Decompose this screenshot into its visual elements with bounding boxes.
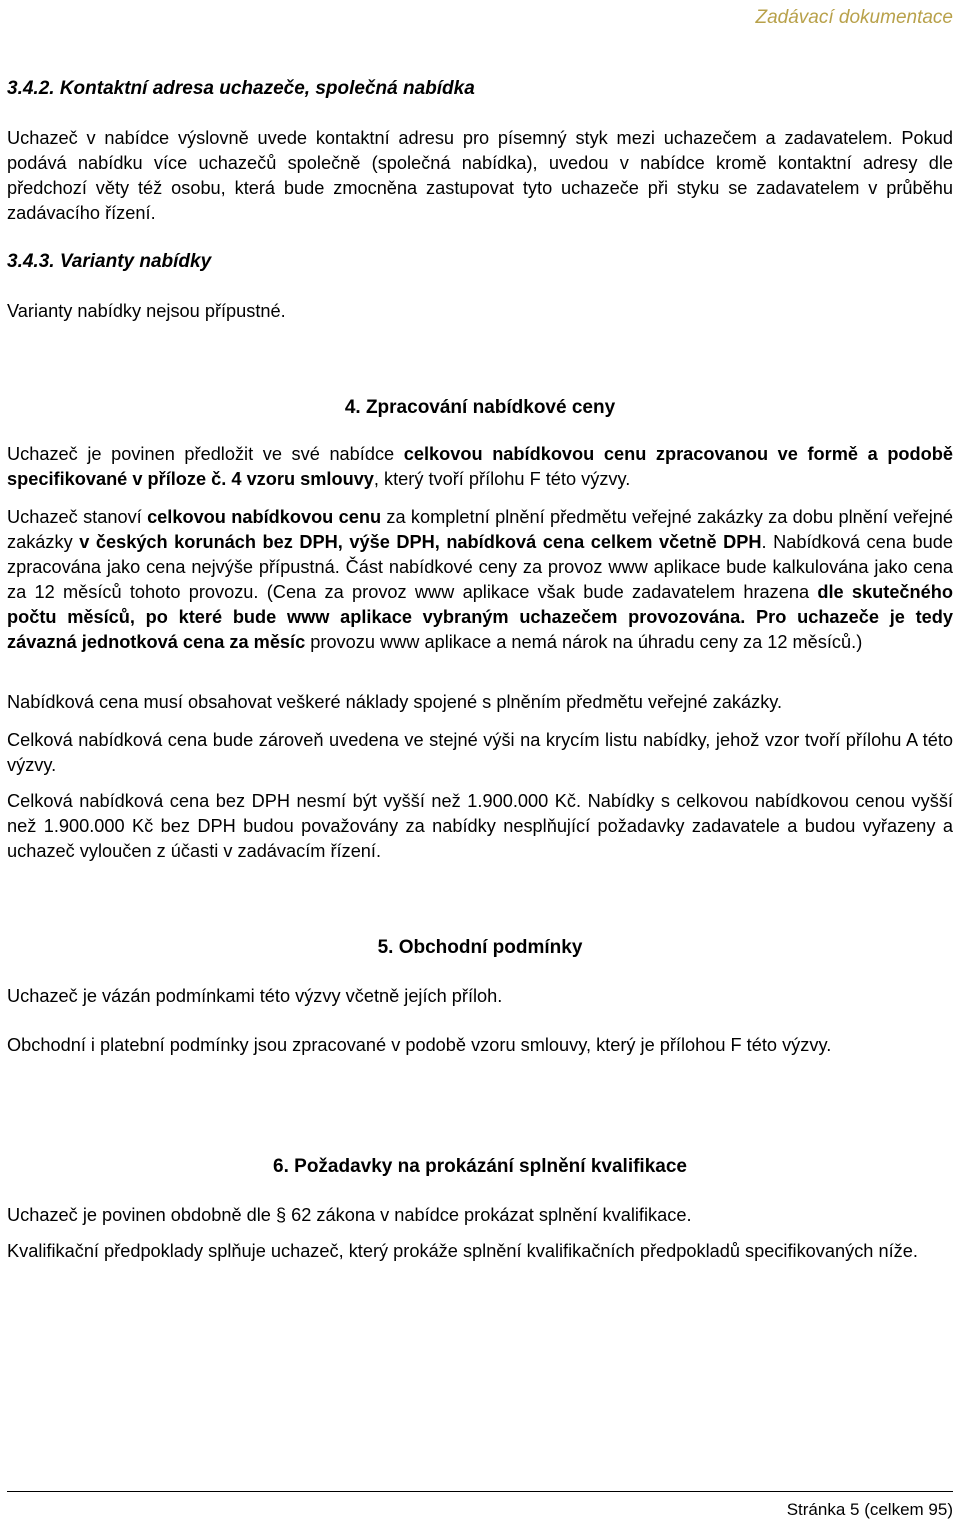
footer-divider <box>7 1491 953 1492</box>
section-5-paragraph-1: Uchazeč je vázán podmínkami této výzvy včetně jejích příloh. <box>7 986 503 1006</box>
section-6-paragraph-1: Uchazeč je povinen obdobně dle § 62 zákona v nabídce prokázat splnění kvalifikace. <box>7 1205 692 1225</box>
section-4-paragraph-4: Celková nabídková cena bude zároveň uvedena ve stejné výši na krycím listu nabídky, jehož vzor tvoří přílohu A této výzvy. <box>7 730 953 775</box>
section-3-4-3-paragraph: Varianty nabídky nejsou přípustné. <box>7 301 286 321</box>
section-4-paragraph-5: Celková nabídková cena bez DPH nesmí být vyšší než 1.900.000 Kč. Nabídky s celkovou nabídkovou cenou vyšší než 1.900.000 Kč bez DPH budou považovány za nabídky nesplňující požadavky zadavatele a budou vyřazeny a uchazeč vyloučen z účasti v zadávacím řízení. <box>7 791 953 861</box>
section-3-4-2-paragraph: Uchazeč v nabídce výslovně uvede kontaktní adresu pro písemný styk mezi uchazečem a zadavatelem. Pokud podává nabídku více uchazečů společně (společná nabídka), uvedou v nabídce kromě kontaktní adresy dle předchozí věty též osobu, která bude zmocněna zastupovat tyto uchazeče při styku se zadavatelem v průběhu zadávacího řízení. <box>7 128 953 223</box>
section-3-4-2-heading: 3.4.2. Kontaktní adresa uchazeče, společná nabídka <box>7 78 475 99</box>
section-5-paragraph-2: Obchodní i platební podmínky jsou zpracované v podobě vzoru smlouvy, který je přílohou F této výzvy. <box>7 1035 832 1055</box>
document-header-title: Zadávací dokumentace <box>755 7 953 28</box>
section-4-paragraph-2: Uchazeč stanoví celkovou nabídkovou cenu za kompletní plnění předmětu veřejné zakázky za dobu plnění veřejné zakázky v českých korunách bez DPH, výše DPH, nabídková cena celkem včetně DPH. Nabídková cena bude zpracována jako cena nejvýše přípustná. Část nabídkové ceny za provoz www aplikace bude kalkulována jako cena za 12 měsíců tohoto provozu. (Cena za provoz www aplikace však bude zadavatelem hrazena dle skutečného počtu měsíců, po které bude www aplikace vybraným uchazečem provozována. Pro uchazeče je tedy závazná jednotková cena za měsíc provozu www aplikace a nemá nárok na úhradu ceny za 12 měsíců.) <box>7 507 953 652</box>
section-4-paragraph-1: Uchazeč je povinen předložit ve své nabídce celkovou nabídkovou cenu zpracovanou ve formě a podobě specifikované v příloze č. 4 vzoru smlouvy, který tvoří přílohu F této výzvy. <box>7 444 953 489</box>
section-5-heading: 5. Obchodní podmínky <box>377 937 583 958</box>
section-4-paragraph-3: Nabídková cena musí obsahovat veškeré náklady spojené s plněním předmětu veřejné zakázky. <box>7 692 783 712</box>
section-3-4-3-heading: 3.4.3. Varianty nabídky <box>7 251 212 272</box>
section-4-heading: 4. Zpracování nabídkové ceny <box>344 397 616 418</box>
page-number: Stránka 5 (celkem 95) <box>786 1500 953 1519</box>
section-6-heading: 6. Požadavky na prokázání splnění kvalifikace <box>273 1156 687 1177</box>
section-6-paragraph-2: Kvalifikační předpoklady splňuje uchazeč, který prokáže splnění kvalifikačních předpokladů specifikovaných níže. <box>7 1241 918 1261</box>
